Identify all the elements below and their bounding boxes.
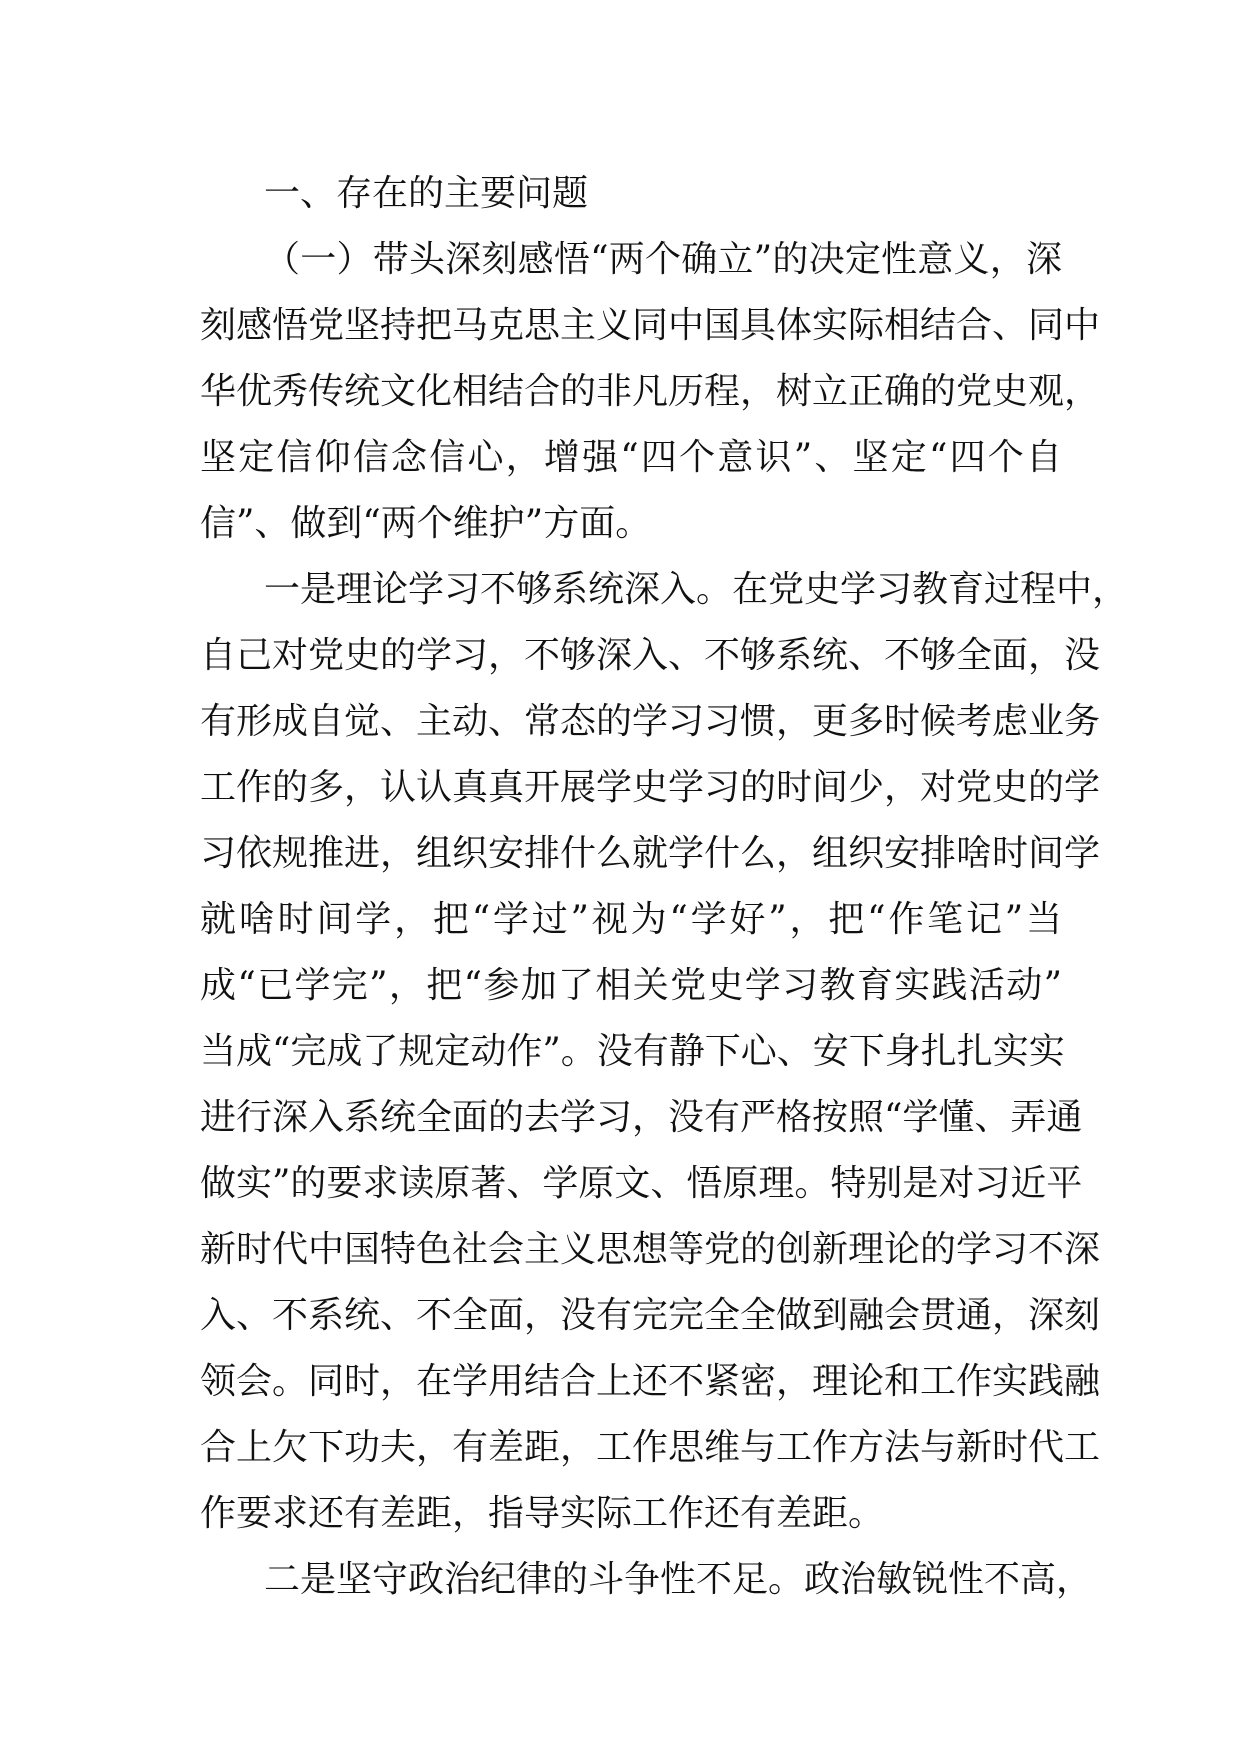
paragraph-line: 领会。同时，在学用结合上还不紧密，理论和工作实践融: [200, 1361, 1101, 1402]
paragraph-line: 当成“完成了规定动作”。没有静下心、安下身扎扎实实: [200, 1031, 1065, 1072]
paragraph-line: 有形成自觉、主动、常态的学习习惯，更多时候考虑业务: [200, 701, 1101, 742]
paragraph-line: 成“已学完”，把“参加了相关党史学习教育实践活动”: [200, 965, 1062, 1006]
paragraph-line: 作要求还有差距，指导实际工作还有差距。: [200, 1493, 885, 1534]
paragraph-line: 就啥时间学，把“学过”视为“学好”，把“作笔记”当: [200, 899, 1062, 940]
paragraph-line: 做实”的要求读原著、学原文、悟原理。特别是对习近平: [200, 1163, 1083, 1204]
paragraph-line: 自己对党史的学习，不够深入、不够系统、不够全面，没: [200, 635, 1101, 676]
paragraph-line: 工作的多，认认真真开展学史学习的时间少，对党史的学: [200, 767, 1101, 808]
paragraph-line: 入、不系统、不全面，没有完完全全做到融会贯通，深刻: [200, 1295, 1101, 1336]
paragraph-line: 习依规推进，组织安排什么就学什么，组织安排啥时间学: [200, 833, 1101, 874]
subsection-title-line: 坚定信仰信念信心，增强“四个意识”、坚定“四个自: [200, 437, 1062, 478]
subsection-title-line: 信”、做到“两个维护”方面。: [200, 503, 652, 544]
paragraph-line: 进行深入系统全面的去学习，没有严格按照“学懂、弄通: [200, 1097, 1083, 1138]
paragraph-line: 新时代中国特色社会主义思想等党的创新理论的学习不深: [200, 1229, 1101, 1270]
subsection-title-line: 刻感悟党坚持把马克思主义同中国具体实际相结合、同中: [200, 305, 1101, 346]
paragraph-line: 合上欠下功夫，有差距，工作思维与工作方法与新时代工: [200, 1427, 1101, 1468]
subsection-title-line: （一）带头深刻感悟“两个确立”的决定性意义，深: [264, 239, 1062, 280]
paragraph-line: 一是理论学习不够系统深入。在党史学习教育过程中，: [264, 569, 1129, 610]
paragraph-line: 二是坚守政治纪律的斗争性不足。政治敏锐性不高，: [264, 1559, 1093, 1600]
section-heading: 一、存在的主要问题: [264, 173, 589, 214]
subsection-title-line: 华优秀传统文化相结合的非凡历程，树立正确的党史观，: [200, 371, 1101, 412]
